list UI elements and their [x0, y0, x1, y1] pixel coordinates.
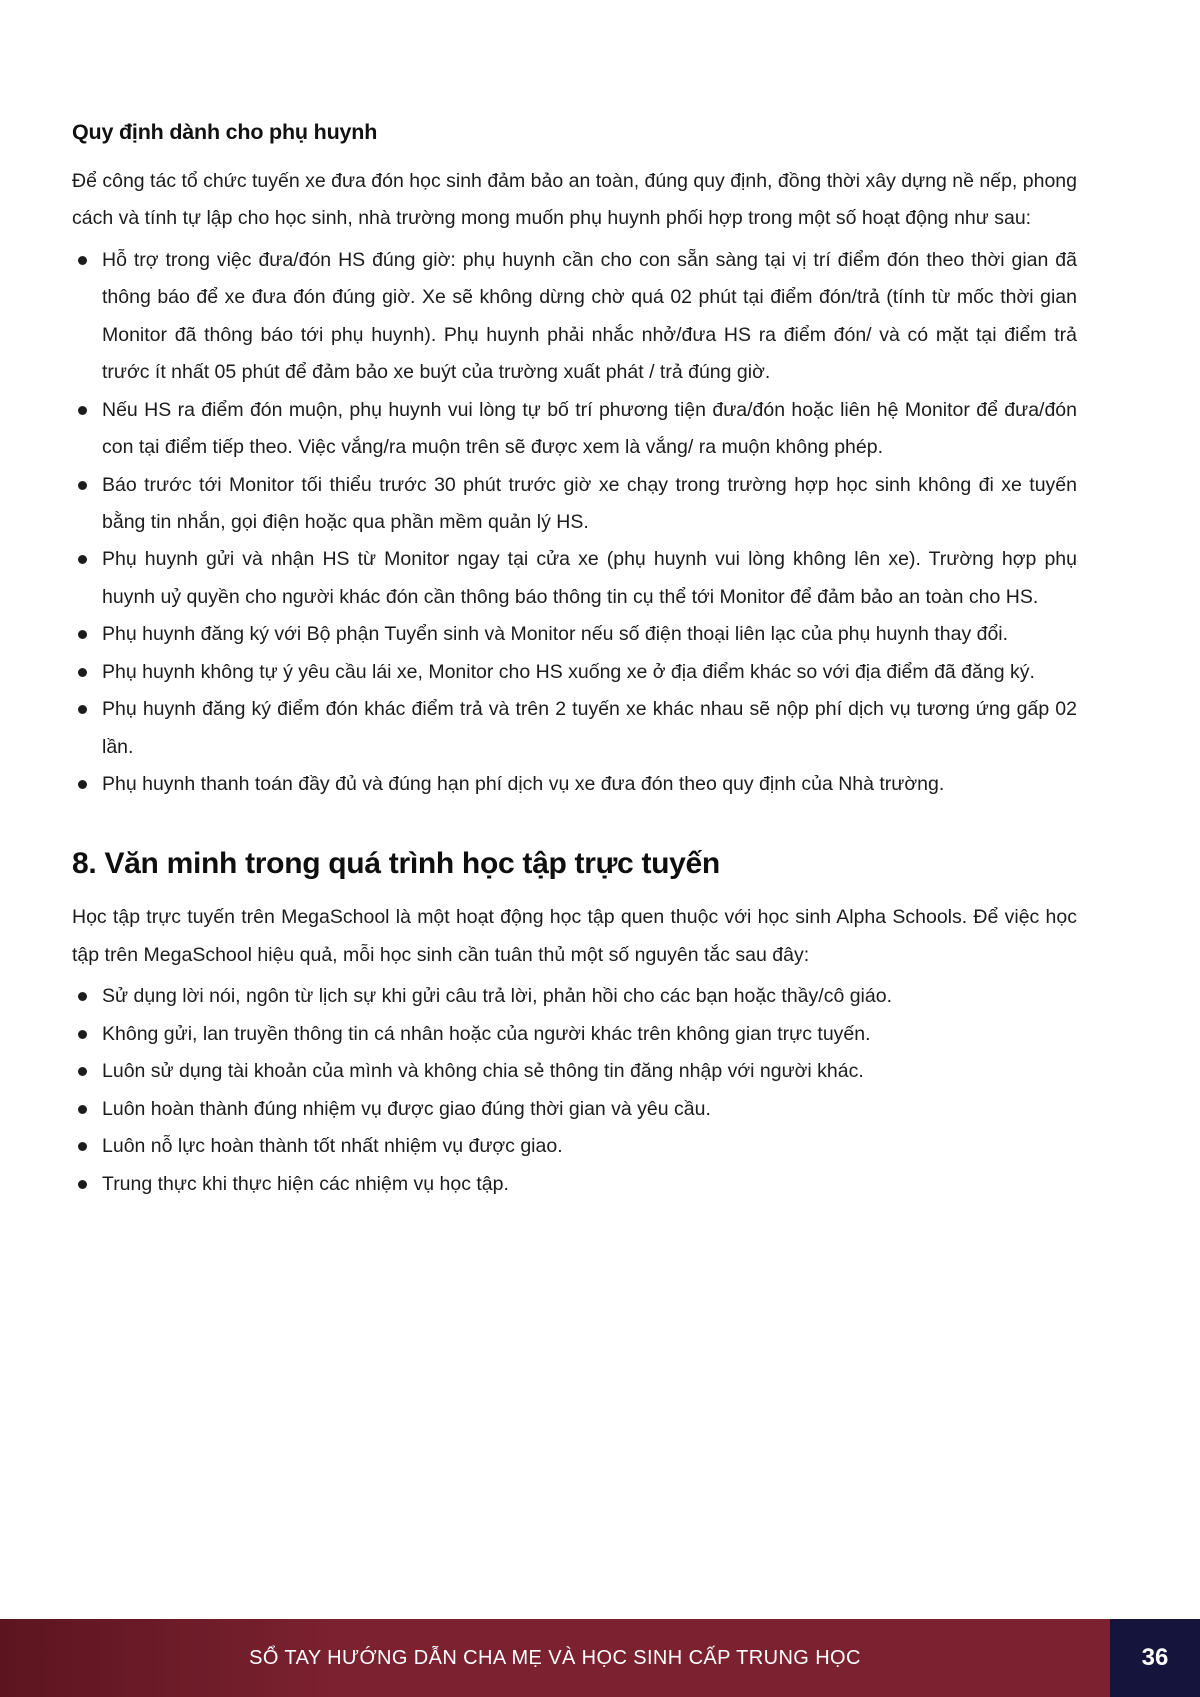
online-section-title: 8. Văn minh trong quá trình học tập trực tuyến — [72, 847, 720, 881]
footer-title: SỔ TAY HƯỚNG DẪN CHA MẸ VÀ HỌC SINH CẤP TRUNG HỌC — [249, 1646, 861, 1669]
list-item: Nếu HS ra điểm đón muộn, phụ huynh vui lòng tự bố trí phương tiện đưa/đón hoặc liên hệ Monitor để đưa/đón con tại điểm tiếp theo. Việc vắng/ra muộn trên sẽ được xem là vắng/ ra muộn không phép. — [72, 392, 1077, 467]
list-item: Hỗ trợ trong việc đưa/đón HS đúng giờ: phụ huynh cần cho con sẵn sàng tại vị trí điểm đón theo thời gian đã thông báo để xe đưa đón đúng giờ. Xe sẽ không dừng chờ quá 02 phút tại điểm đón/trả (tính từ mốc thời gian Monitor đã thông báo tới phụ huynh). Phụ huynh phải nhắc nhở/đưa HS ra điểm đón/ và có mặt tại điểm trả trước ít nhất 05 phút để đảm bảo xe buýt của trường xuất phát / trả đúng giờ. — [72, 242, 1077, 392]
list-item: Không gửi, lan truyền thông tin cá nhân hoặc của người khác trên không gian trực tuyến. — [72, 1016, 1077, 1053]
online-section-intro: Học tập trực tuyến trên MegaSchool là một hoạt động học tập quen thuộc với học sinh Alpha Schools. Để việc học tập trên MegaSchool hiệu quả, mỗi học sinh cần tuân thủ một số nguyên tắc sau đây: — [72, 906, 1077, 966]
list-item: Phụ huynh không tự ý yêu cầu lái xe, Monitor cho HS xuống xe ở địa điểm khác so với địa điểm đã đăng ký. — [72, 654, 1077, 691]
list-item: Trung thực khi thực hiện các nhiệm vụ học tập. — [72, 1166, 1077, 1203]
list-item: Phụ huynh gửi và nhận HS từ Monitor ngay tại cửa xe (phụ huynh vui lòng không lên xe). Trường hợp phụ huynh uỷ quyền cho người khác đón cần thông báo thông tin cụ thể tới Monitor để đảm bảo an toàn cho HS. — [72, 541, 1077, 616]
parent-rules-list — [72, 242, 1077, 804]
parent-rules-heading: Quy định dành cho phụ huynh — [72, 120, 378, 144]
page-footer — [0, 1619, 1200, 1697]
parent-rules-intro: Để công tác tổ chức tuyến xe đưa đón học sinh đảm bảo an toàn, đúng quy định, đồng thời xây dựng nề nếp, phong cách và tính tự lập cho học sinh, nhà trường mong muốn phụ huynh phối hợp trong một số hoạt động như sau: — [72, 170, 1077, 230]
list-item: Phụ huynh đăng ký điểm đón khác điểm trả và trên 2 tuyến xe khác nhau sẽ nộp phí dịch vụ tương ứng gấp 02 lần. — [72, 691, 1077, 766]
list-item: Phụ huynh thanh toán đầy đủ và đúng hạn phí dịch vụ xe đưa đón theo quy định của Nhà trường. — [72, 766, 1077, 803]
page-number: 36 — [1110, 1619, 1200, 1697]
online-section-list — [72, 978, 1077, 1203]
list-item: Luôn sử dụng tài khoản của mình và không chia sẻ thông tin đăng nhập với người khác. — [72, 1053, 1077, 1090]
list-item: Sử dụng lời nói, ngôn từ lịch sự khi gửi câu trả lời, phản hồi cho các bạn hoặc thầy/cô giáo. — [72, 978, 1077, 1015]
list-item: Luôn hoàn thành đúng nhiệm vụ được giao đúng thời gian và yêu cầu. — [72, 1091, 1077, 1128]
list-item: Phụ huynh đăng ký với Bộ phận Tuyển sinh và Monitor nếu số điện thoại liên lạc của phụ huynh thay đổi. — [72, 616, 1077, 653]
list-item: Báo trước tới Monitor tối thiểu trước 30 phút trước giờ xe chạy trong trường hợp học sinh không đi xe tuyến bằng tin nhắn, gọi điện hoặc qua phần mềm quản lý HS. — [72, 467, 1077, 542]
list-item: Luôn nỗ lực hoàn thành tốt nhất nhiệm vụ được giao. — [72, 1128, 1077, 1165]
page-content — [72, 120, 1077, 1203]
